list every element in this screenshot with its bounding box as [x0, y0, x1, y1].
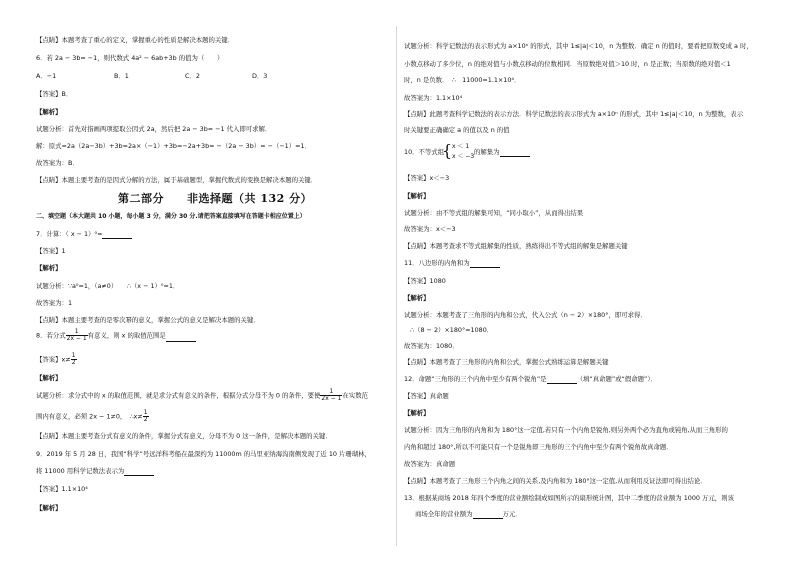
note-line: 【点睛】本题主要考查的是因式分解的方法，属于基础题型，掌握代数式的变换是解决本题的关键．: [36, 176, 318, 184]
analysis-text: 故答案为：1080．: [404, 342, 459, 350]
answer-12: 【答案】真命题: [404, 392, 449, 400]
column-divider: [396, 26, 397, 546]
analysis-heading: 【解析】: [36, 504, 62, 512]
question-12: 12．命题“三角形的三个内角中至少有两个锐角”是 （填“真命题”或“假命题”）．: [404, 375, 657, 383]
analysis-text: 内角和超过 180°,所以不可能只有一个是锐角即三角形的三个内角中至少有两个锐角故真命题．: [404, 443, 673, 451]
analysis-text: 试题分析：因为三角形的内角和为 180°这一定值,若只有一个内角是锐角,则另外两个必为直角或钝角,从而三角形的: [404, 426, 728, 434]
analysis-heading: 【解析】: [404, 409, 430, 417]
answer-9: 【答案】1.1×10⁴: [36, 485, 88, 493]
fraction: $\frac{1}{2}$: [71, 352, 76, 366]
question-13-cont: 商场全年的营业额为 万元．: [415, 510, 522, 518]
analysis-text: 故答案为：B．: [36, 159, 79, 167]
answer-11: 【答案】1080: [404, 277, 446, 285]
analysis-heading: 【解析】: [36, 374, 62, 382]
inequality-1: x ＜ 1: [452, 143, 470, 150]
note-line: 【点睛】本题考查求不等式组解集的性质，熟练得出不等式组的解集是解题关键: [404, 242, 628, 250]
analysis-text: 小数点移动了多少位，n 的绝对值与小数点移动的位数相同．当原数绝对值＞10 时，n 是正数；当原数的绝对值＜1: [404, 60, 731, 68]
analysis-text: 试题分析：科学记数法的表示形式为 a×10ⁿ 的形式，其中 1≤|a|＜10，n 为整数．确定 n 的值时，要看把原数变成 a 时，: [404, 42, 753, 50]
question-13: 13．根据某商场 2018 年四个季度的营业额绘制成如图所示的扇形统计图，其中二季度的营业额为 1000 万元，则该: [404, 494, 734, 502]
analysis-text: 故答案为：1: [36, 299, 73, 307]
analysis-text: 试题分析：由不等式组的解集可知，“同小取小”，从而得出结果: [404, 209, 584, 217]
option-d: D．3: [252, 72, 268, 80]
option-c: C．2: [185, 72, 200, 80]
note-line: 【点睛】本题主要考查分式有意义的条件，掌握分式有意义，分母不为 0 这一条件，是解决本题的关键．: [36, 432, 332, 440]
note-line: 【点睛】此题考查科学记数法的表示方法．科学记数法的表示形式为 a×10ⁿ 的形式，其中 1≤|a|＜10，n 为整数，表示: [404, 110, 744, 118]
analysis-text: 故答案为：x＜−3: [404, 225, 456, 233]
brace-symbol: {: [442, 141, 453, 160]
analysis-text: 故答案为：真命题: [404, 460, 456, 468]
analysis-text: 试题分析：∵a⁰=1，（a≠0） ∴（x − 1）⁰=1．: [36, 282, 180, 290]
note-line: 【点睛】本题考查了三角形的内角和公式，掌握公式熟练运算是解题关键: [404, 358, 609, 366]
option-b: B．1: [114, 72, 129, 80]
analysis-text: 围内有意义，必须 2x − 1≠0， ∴x≠ $\frac{1}{2}$: [36, 409, 148, 423]
analysis-text: ∴（8 − 2）×180°=1080．: [410, 326, 494, 334]
section-instructions: 二、填空题（本大题共 10 小题，每小题 3 分，满分 30 分.请把答案直接填写在答题卡相应位置上）: [36, 213, 306, 220]
analysis-text: 解：原式=2a（2a−3b）+3b=2a×（−1）+3b=−2a+3b= −（2a − 3b）= −（−1）=1．: [36, 142, 311, 150]
section-title: 第二部分 非选择题（共 132 分）: [118, 192, 313, 205]
question-10: 10．不等式组: [404, 148, 445, 156]
question-11: 11．八边形的内角和为: [404, 260, 500, 268]
note-line: 【点睛】本题考查了重心的定义，掌握重心的性质是解决本题的关键．: [36, 36, 235, 44]
analysis-heading: 【解析】: [36, 108, 62, 116]
question-10-cont: 的解集为: [474, 149, 530, 157]
analysis-text: 故答案为：1.1×10⁴: [404, 94, 463, 102]
answer-8: 【答案】x≠ $\frac{1}{2}$: [36, 352, 76, 366]
analysis-text: 时，n 是负数． ∴ 11000=1.1×10⁴．: [404, 76, 521, 84]
note-line: 【点睛】本题考查了三角形三个内角之间的关系,及内角和为 180°这一定值,从而利用反证法即可得出结论．: [404, 477, 707, 485]
analysis-heading: 【解析】: [404, 294, 430, 302]
analysis-heading: 【解析】: [404, 192, 430, 200]
question-9-cont: 将 11000 用科学记数法表示为: [36, 468, 154, 476]
answer-6: 【答案】B．: [36, 90, 73, 98]
analysis-heading: 【解析】: [36, 264, 62, 272]
question-6: 6．若 2a − 3b= −1，则代数式 4a² − 6ab+3b 的值为（ ）: [36, 54, 224, 62]
answer-7: 【答案】1: [36, 247, 66, 255]
question-9: 9．2019 年 5 月 28 日，我国“科学”号远洋科考船在最深约为 11000m 的马里亚纳海沟南侧发现了近 10 片珊瑚林，: [36, 450, 371, 458]
option-a: A．−1: [36, 72, 57, 80]
analysis-text: 试题分析：本题考查了三角形的内角和公式，代入公式（n − 2）×180°，即可求得．: [404, 311, 647, 319]
fraction: $\frac{1}{2x - 1}$: [321, 388, 342, 402]
note-line: 时关键要正确确定 a 的值以及 n 的值: [404, 126, 510, 134]
analysis-text: 试题分析：求分式中的 x 的取值范围，就是求分式有意义的条件，根据分式分母不为 0 的条件，要使 $\frac{1}{2x - 1}$ 在实数范: [36, 388, 368, 402]
answer-10: 【答案】x＜−3: [404, 174, 450, 182]
fraction: $\frac{1}{2}$: [143, 409, 148, 423]
fraction: $\frac{1}{2x - 1}$: [66, 328, 87, 342]
question-7: 7．计算：（ x − 1）⁰=: [36, 231, 132, 239]
question-8: 8．若分式 $\frac{1}{2x - 1}$ 有意义，则 x 的取值范围是: [36, 329, 196, 342]
inequality-2: x ＜ −3: [452, 153, 475, 160]
analysis-text: 试题分析：首先对指画两项提取公因式 2a，然后把 2a − 3b= −1 代入即可求解．: [36, 125, 272, 133]
note-line: 【点睛】本题主要考查的是零次幂的意义，掌握公式的意义是解决本题的关键．: [36, 316, 260, 324]
